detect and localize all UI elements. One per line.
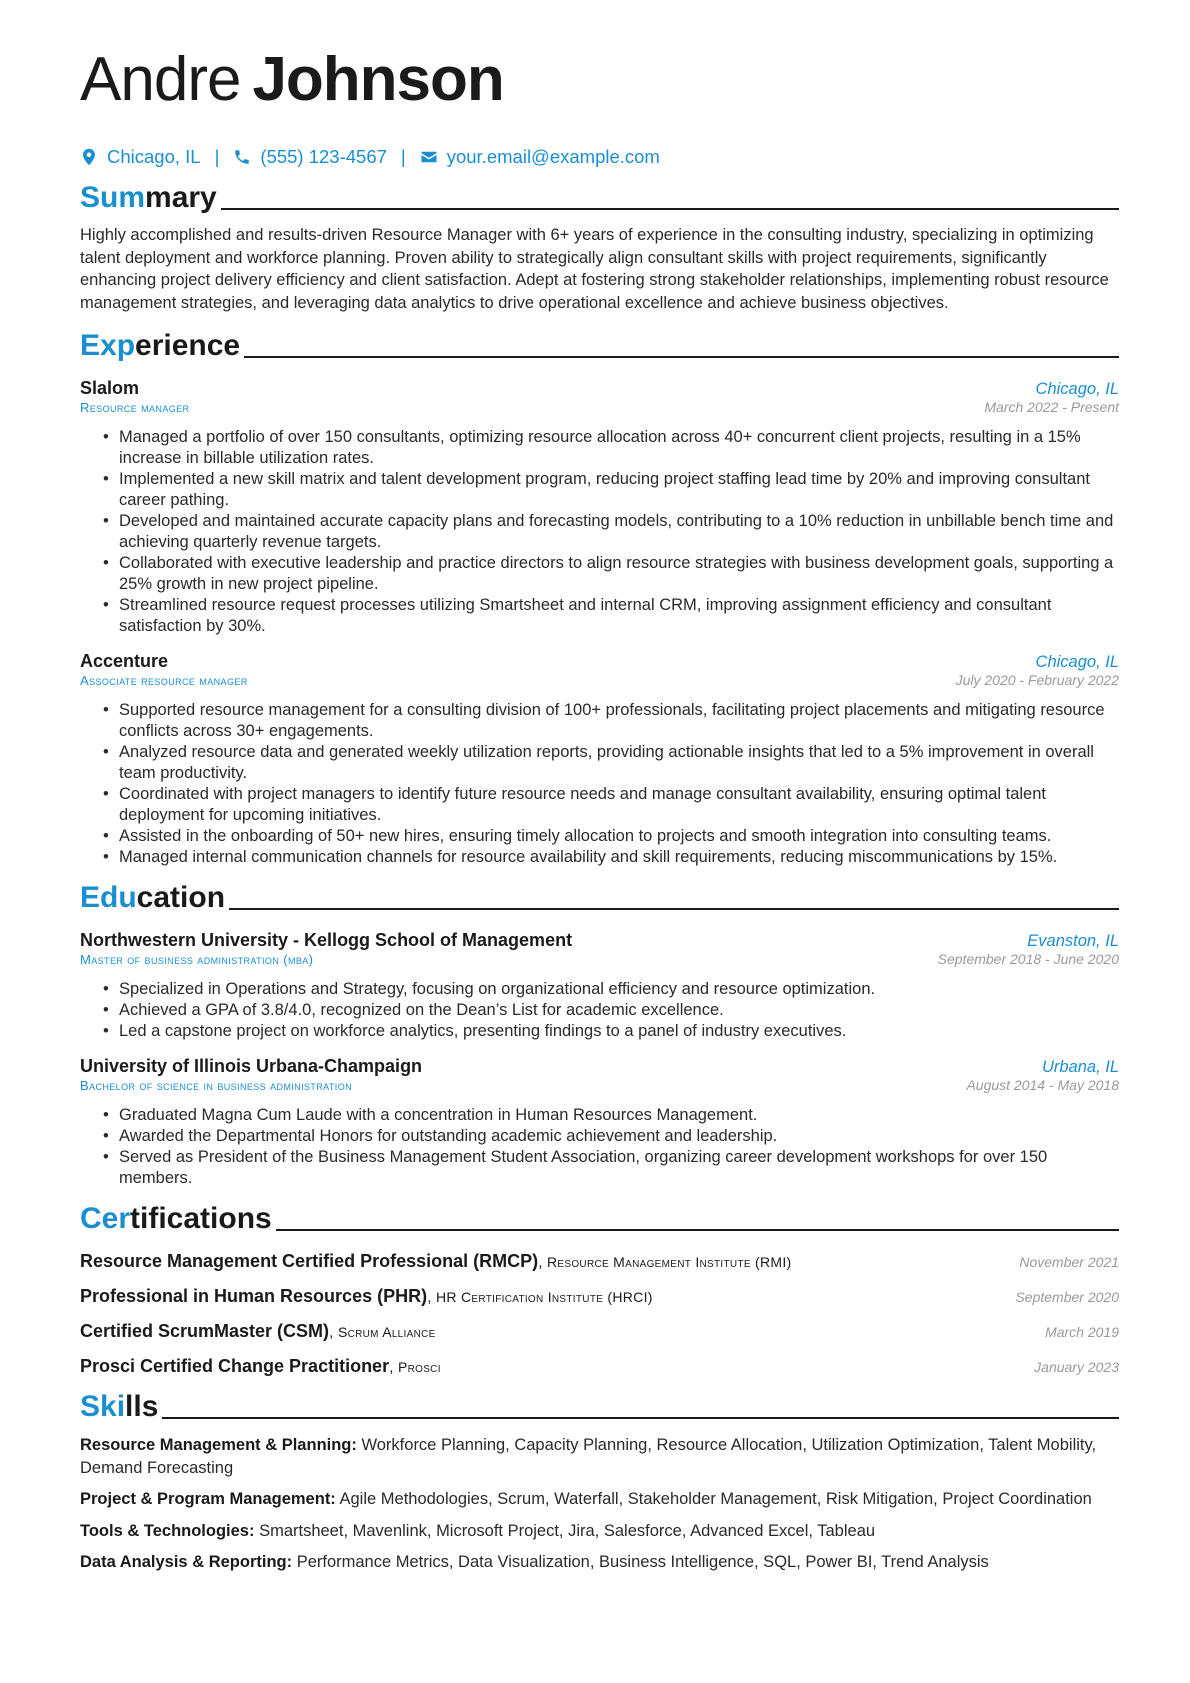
education-entry bbox=[80, 930, 1119, 1042]
contact-bar bbox=[80, 146, 1119, 168]
skills-heading bbox=[80, 1389, 1119, 1425]
school-name: Northwestern University - Kellogg School of Management bbox=[80, 930, 573, 950]
list-item: • Achieved a GPA of 3.8/4.0, recognized on the Dean’s List for academic excellence. bbox=[119, 1000, 1119, 1021]
contact-separator: | bbox=[214, 146, 220, 167]
summary-text: Highly accomplished and results-driven Resource Manager with 6+ years of experience in the consulting industry, specializing in optimizing talent deployment and workforce planning. Proven ability to strategically align consultant skills with project requirements, significantly enhancing project delivery efficiency and client satisfaction. Adept at fostering strong stakeholder relationships, implementing robust resource management strategies, and leveraging data analytics to drive operational excellence and achieve business objectives. bbox=[80, 226, 1109, 312]
entry-location: Urbana, IL bbox=[1041, 1058, 1119, 1076]
skill-row bbox=[80, 1434, 1119, 1479]
phone-text: (555) 123-4567 bbox=[260, 146, 387, 167]
skill-list: Performance Metrics, Data Visualization, Business Intelligence, SQL, Power BI, Trend Analysis bbox=[296, 1553, 989, 1571]
certification-date: January 2023 bbox=[1034, 1359, 1119, 1375]
entry-location: Evanston, IL bbox=[1027, 932, 1119, 950]
title-accent: Exp bbox=[80, 329, 136, 362]
certification-issuer: HR Certification Institute (HRCI) bbox=[435, 1289, 653, 1305]
contact-phone[interactable] bbox=[233, 146, 387, 168]
certification-date: September 2020 bbox=[1015, 1289, 1119, 1305]
experience-entry bbox=[80, 651, 1119, 868]
title-accent: Ski bbox=[80, 1390, 126, 1423]
contact-location bbox=[80, 146, 201, 168]
certification-issuer: Resource Management Institute (RMI) bbox=[547, 1254, 792, 1270]
skill-row bbox=[80, 1551, 1119, 1574]
list-item: • Supported resource management for a consulting division of 100+ professionals, facilitating project placements and mitigating resource conflicts across 30+ engagements. bbox=[119, 700, 1119, 742]
list-item: • Assisted in the onboarding of 50+ new hires, ensuring timely allocation to projects and smooth integration into consulting teams. bbox=[119, 826, 1119, 847]
skill-category: Tools & Technologies: bbox=[80, 1521, 255, 1540]
certifications-heading bbox=[80, 1201, 1119, 1237]
list-item: • Led a capstone project on workforce analytics, presenting findings to a panel of industry executives. bbox=[119, 1021, 1119, 1042]
section-rule bbox=[229, 908, 1119, 910]
list-item: • Analyzed resource data and generated weekly utilization reports, providing actionable insights that led to a 5% improvement in overall team productivity. bbox=[119, 742, 1119, 784]
title-rest: erience bbox=[135, 329, 241, 362]
certification-issuer: Scrum Alliance bbox=[337, 1324, 436, 1340]
section-title bbox=[80, 880, 225, 916]
list-item: • Streamlined resource request processes utilizing Smartsheet and internal CRM, improving assignment efficiency and consultant satisfaction by 30%. bbox=[119, 595, 1119, 637]
skill-category: Data Analysis & Reporting: bbox=[80, 1553, 293, 1571]
section-title bbox=[80, 1201, 272, 1237]
title-rest: lls bbox=[125, 1390, 159, 1423]
school-name: University of Illinois Urbana-Champaign bbox=[80, 1056, 423, 1076]
job-title: Associate resource manager bbox=[80, 673, 248, 688]
title-accent: Cer bbox=[80, 1202, 131, 1235]
list-item: • Developed and maintained accurate capacity plans and forecasting models, contributing to a 10% reduction in unbillable bench time and achieving quarterly revenue targets. bbox=[119, 511, 1119, 553]
contact-separator: | bbox=[400, 146, 406, 167]
experience-heading bbox=[80, 328, 1119, 364]
first-name: Andre bbox=[80, 45, 241, 114]
skill-category: Resource Management & Planning: bbox=[80, 1436, 357, 1454]
entry-dates: March 2022 - Present bbox=[984, 399, 1119, 415]
bullet-list bbox=[80, 427, 1119, 637]
list-item: • Implemented a new skill matrix and talent development program, reducing project staffing lead time by 20% and improving consultant career pathing. bbox=[119, 469, 1119, 511]
entry-dates: August 2014 - May 2018 bbox=[966, 1077, 1119, 1093]
bullet-list bbox=[80, 700, 1119, 868]
contact-email[interactable] bbox=[420, 146, 660, 168]
skill-row bbox=[80, 1488, 1119, 1511]
skill-category: Project & Program Management: bbox=[80, 1490, 336, 1508]
entry-dates: September 2018 - June 2020 bbox=[937, 951, 1119, 967]
entry-location: Chicago, IL bbox=[1035, 653, 1119, 671]
list-item: • Served as President of the Business Management Student Association, organizing career development workshops for over 150 members. bbox=[119, 1147, 1119, 1189]
candidate-name bbox=[80, 38, 1119, 122]
certification-row: Resource Management Certified Professional (RMCP), Resource Management Institute (RMI) November 2021 bbox=[80, 1251, 1119, 1271]
employer-name: Accenture bbox=[80, 651, 169, 671]
title-accent: Edu bbox=[80, 881, 137, 914]
degree: Master of business administration (mba) bbox=[80, 952, 314, 967]
phone-icon bbox=[233, 148, 251, 166]
last-name: Johnson bbox=[252, 45, 504, 114]
degree: Bachelor of science in business administration bbox=[80, 1078, 353, 1093]
certification-date: March 2019 bbox=[1045, 1324, 1119, 1340]
certification-issuer: Prosci bbox=[397, 1359, 441, 1375]
list-item: • Managed internal communication channels for resource availability and skill requirements, reducing miscommunications by 15%. bbox=[119, 847, 1119, 868]
job-title: Resource manager bbox=[80, 400, 190, 415]
section-rule bbox=[276, 1229, 1119, 1231]
summary-heading bbox=[80, 180, 1119, 216]
list-item: • Specialized in Operations and Strategy, focusing on organizational efficiency and resource optimization. bbox=[119, 979, 1119, 1000]
certification-name: Prosci Certified Change Practitioner bbox=[80, 1356, 390, 1376]
skill-list: Workforce Planning, Capacity Planning, Resource Allocation, Utilization Optimization, Talent Mobility, Demand Forecasting bbox=[80, 1436, 1097, 1477]
certification-name: Certified ScrumMaster (CSM) bbox=[80, 1321, 330, 1341]
title-rest: cation bbox=[136, 881, 226, 914]
list-item: • Managed a portfolio of over 150 consultants, optimizing resource allocation across 40+ concurrent client projects, resulting in a 15% increase in billable utilization rates. bbox=[119, 427, 1119, 469]
certification-row: Professional in Human Resources (PHR), HR Certification Institute (HRCI) September 2020 bbox=[80, 1286, 1119, 1306]
bullet-list bbox=[80, 1105, 1119, 1189]
title-accent: Sum bbox=[80, 181, 146, 214]
title-rest: mary bbox=[145, 181, 217, 214]
list-item: • Collaborated with executive leadership and practice directors to align resource strategies with business development goals, supporting a 25% growth in new project pipeline. bbox=[119, 553, 1119, 595]
section-title bbox=[80, 328, 240, 364]
title-rest: tifications bbox=[130, 1202, 272, 1235]
employer-name: Slalom bbox=[80, 378, 140, 398]
experience-entry bbox=[80, 378, 1119, 637]
section-title bbox=[80, 180, 217, 216]
location-text: Chicago, IL bbox=[107, 146, 201, 167]
envelope-icon bbox=[420, 148, 438, 166]
section-rule bbox=[221, 208, 1119, 210]
map-pin-icon bbox=[80, 148, 98, 166]
section-rule bbox=[162, 1417, 1119, 1419]
list-item: • Graduated Magna Cum Laude with a concentration in Human Resources Management. bbox=[119, 1105, 1119, 1126]
entry-dates: July 2020 - February 2022 bbox=[955, 672, 1119, 688]
education-entry bbox=[80, 1056, 1119, 1189]
certification-row: Certified ScrumMaster (CSM), Scrum Alliance March 2019 bbox=[80, 1321, 1119, 1341]
certification-name: Resource Management Certified Professional (RMCP) bbox=[80, 1251, 539, 1271]
skill-row bbox=[80, 1520, 1119, 1543]
section-title bbox=[80, 1389, 158, 1425]
list-item: • Awarded the Departmental Honors for outstanding academic achievement and leadership. bbox=[119, 1126, 1119, 1147]
bullet-list bbox=[80, 979, 1119, 1042]
certification-name: Professional in Human Resources (PHR) bbox=[80, 1286, 428, 1306]
entry-location: Chicago, IL bbox=[1035, 380, 1119, 398]
section-rule bbox=[244, 356, 1119, 358]
certification-date: November 2021 bbox=[1019, 1254, 1119, 1270]
email-text: your.email@example.com bbox=[446, 146, 660, 167]
list-item: • Coordinated with project managers to identify future resource needs and manage consultant availability, ensuring optimal talent deployment for upcoming initiatives. bbox=[119, 784, 1119, 826]
education-heading bbox=[80, 880, 1119, 916]
certification-row: Prosci Certified Change Practitioner, Prosci January 2023 bbox=[80, 1356, 1119, 1376]
skill-list: Smartsheet, Mavenlink, Microsoft Project, Jira, Salesforce, Advanced Excel, Tableau bbox=[259, 1521, 876, 1540]
skill-list: Agile Methodologies, Scrum, Waterfall, Stakeholder Management, Risk Mitigation, Project Coordination bbox=[339, 1490, 1092, 1508]
